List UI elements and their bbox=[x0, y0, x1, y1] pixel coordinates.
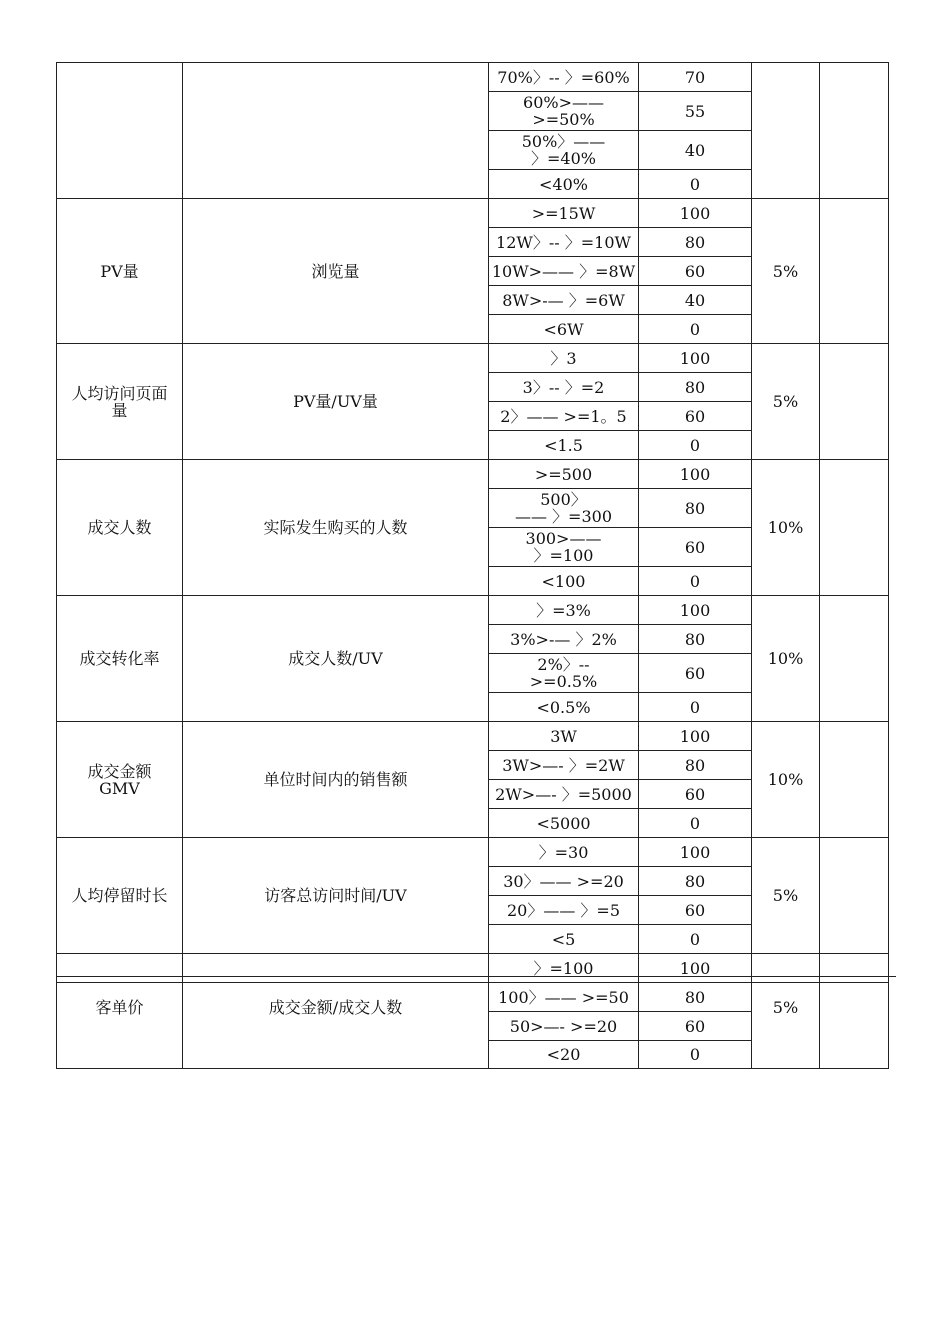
range-cell: 30〉—— >=20 bbox=[489, 867, 639, 896]
indicator-cell: PV量 bbox=[57, 199, 183, 344]
range-cell: 50%〉—— 〉=40% bbox=[489, 131, 639, 170]
indicator-cell bbox=[57, 954, 183, 983]
blank-cell bbox=[820, 63, 889, 199]
blank-cell bbox=[820, 460, 889, 596]
range-cell: 300>—— 〉=100 bbox=[489, 528, 639, 567]
score-cell: 60 bbox=[639, 528, 752, 567]
weight-cell: 10% bbox=[752, 722, 820, 838]
range-cell: <0.5% bbox=[489, 693, 639, 722]
score-cell: 0 bbox=[639, 1041, 752, 1069]
range-cell: 3〉-- 〉=2 bbox=[489, 373, 639, 402]
range-cell: 〉=3% bbox=[489, 596, 639, 625]
table-row bbox=[57, 460, 889, 489]
range-cell: 8W>-— 〉=6W bbox=[489, 286, 639, 315]
score-cell: 55 bbox=[639, 92, 752, 131]
indicator-cell bbox=[57, 63, 183, 199]
range-cell: >=500 bbox=[489, 460, 639, 489]
score-cell: 100 bbox=[639, 954, 752, 983]
score-cell: 100 bbox=[639, 838, 752, 867]
stray-border-line bbox=[56, 976, 896, 977]
blank-cell bbox=[820, 199, 889, 344]
definition-cell bbox=[183, 954, 489, 983]
range-cell: 3W>—- 〉=2W bbox=[489, 751, 639, 780]
range-cell: 10W>—— 〉=8W bbox=[489, 257, 639, 286]
score-cell: 80 bbox=[639, 228, 752, 257]
score-cell: 80 bbox=[639, 373, 752, 402]
score-cell: 80 bbox=[639, 489, 752, 528]
blank-cell bbox=[820, 722, 889, 838]
score-cell: 0 bbox=[639, 315, 752, 344]
weight-cell: 5% bbox=[752, 838, 820, 954]
definition-cell: 实际发生购买的人数 bbox=[183, 460, 489, 596]
score-cell: 80 bbox=[639, 751, 752, 780]
definition-cell: 成交金额/成交人数 bbox=[183, 983, 489, 1069]
score-cell: 60 bbox=[639, 896, 752, 925]
range-cell: 2W>—- 〉=5000 bbox=[489, 780, 639, 809]
weight-cell: 5% bbox=[752, 199, 820, 344]
range-cell: 50>—- >=20 bbox=[489, 1012, 639, 1041]
score-cell: 60 bbox=[639, 654, 752, 693]
table-row bbox=[57, 838, 889, 867]
range-cell: 500〉 —— 〉=300 bbox=[489, 489, 639, 528]
definition-cell: 单位时间内的销售额 bbox=[183, 722, 489, 838]
score-cell: 80 bbox=[639, 867, 752, 896]
table-row bbox=[57, 596, 889, 625]
range-cell: 20〉—— 〉=5 bbox=[489, 896, 639, 925]
weight-cell: 10% bbox=[752, 596, 820, 722]
indicator-cell: 成交人数 bbox=[57, 460, 183, 596]
range-cell: 12W〉-- 〉=10W bbox=[489, 228, 639, 257]
range-cell: <40% bbox=[489, 170, 639, 199]
range-cell: 2〉—— >=1。5 bbox=[489, 402, 639, 431]
range-cell: <20 bbox=[489, 1041, 639, 1069]
definition-cell bbox=[183, 63, 489, 199]
score-cell: 100 bbox=[639, 460, 752, 489]
table-row bbox=[57, 199, 889, 228]
table-row bbox=[57, 983, 889, 1012]
range-cell: <1.5 bbox=[489, 431, 639, 460]
score-cell: 100 bbox=[639, 199, 752, 228]
table-row bbox=[57, 954, 889, 983]
blank-cell bbox=[820, 838, 889, 954]
range-cell: 〉3 bbox=[489, 344, 639, 373]
score-cell: 80 bbox=[639, 625, 752, 654]
range-cell: <5 bbox=[489, 925, 639, 954]
range-cell: 3W bbox=[489, 722, 639, 751]
indicator-cell: 人均访问页面量 bbox=[57, 344, 183, 460]
score-cell: 0 bbox=[639, 431, 752, 460]
score-cell: 60 bbox=[639, 1012, 752, 1041]
indicator-cell: 人均停留时长 bbox=[57, 838, 183, 954]
range-cell: 100〉—— >=50 bbox=[489, 983, 639, 1012]
range-cell: <6W bbox=[489, 315, 639, 344]
range-cell: 3%>-— 〉2% bbox=[489, 625, 639, 654]
score-cell: 60 bbox=[639, 257, 752, 286]
score-cell: 40 bbox=[639, 286, 752, 315]
score-cell: 60 bbox=[639, 780, 752, 809]
score-cell: 100 bbox=[639, 596, 752, 625]
weight-cell: 5% bbox=[752, 344, 820, 460]
score-cell: 0 bbox=[639, 693, 752, 722]
range-cell: <5000 bbox=[489, 809, 639, 838]
kpi-scoring-table bbox=[56, 62, 889, 1069]
table-row bbox=[57, 722, 889, 751]
definition-cell: 访客总访问时间/UV bbox=[183, 838, 489, 954]
blank-cell bbox=[820, 954, 889, 983]
range-cell: 〉=30 bbox=[489, 838, 639, 867]
indicator-cell: 客单价 bbox=[57, 983, 183, 1069]
score-cell: 0 bbox=[639, 925, 752, 954]
table-row bbox=[57, 63, 889, 92]
score-cell: 70 bbox=[639, 63, 752, 92]
weight-cell bbox=[752, 63, 820, 199]
range-cell: <100 bbox=[489, 567, 639, 596]
definition-cell: 成交人数/UV bbox=[183, 596, 489, 722]
definition-cell: PV量/UV量 bbox=[183, 344, 489, 460]
range-cell: 60%>—— >=50% bbox=[489, 92, 639, 131]
range-cell: 70%〉-- 〉=60% bbox=[489, 63, 639, 92]
range-cell: >=15W bbox=[489, 199, 639, 228]
table-row bbox=[57, 344, 889, 373]
score-cell: 100 bbox=[639, 344, 752, 373]
score-cell: 40 bbox=[639, 131, 752, 170]
weight-cell bbox=[752, 954, 820, 983]
definition-cell: 浏览量 bbox=[183, 199, 489, 344]
weight-cell: 5% bbox=[752, 983, 820, 1069]
score-cell: 0 bbox=[639, 567, 752, 596]
score-cell: 0 bbox=[639, 809, 752, 838]
score-cell: 60 bbox=[639, 402, 752, 431]
blank-cell bbox=[820, 983, 889, 1069]
blank-cell bbox=[820, 344, 889, 460]
blank-cell bbox=[820, 596, 889, 722]
range-cell: 2%〉-- >=0.5% bbox=[489, 654, 639, 693]
indicator-cell: 成交转化率 bbox=[57, 596, 183, 722]
score-cell: 0 bbox=[639, 170, 752, 199]
weight-cell: 10% bbox=[752, 460, 820, 596]
indicator-cell: 成交金额GMV bbox=[57, 722, 183, 838]
range-cell: 〉=100 bbox=[489, 954, 639, 983]
score-cell: 100 bbox=[639, 722, 752, 751]
score-cell: 80 bbox=[639, 983, 752, 1012]
